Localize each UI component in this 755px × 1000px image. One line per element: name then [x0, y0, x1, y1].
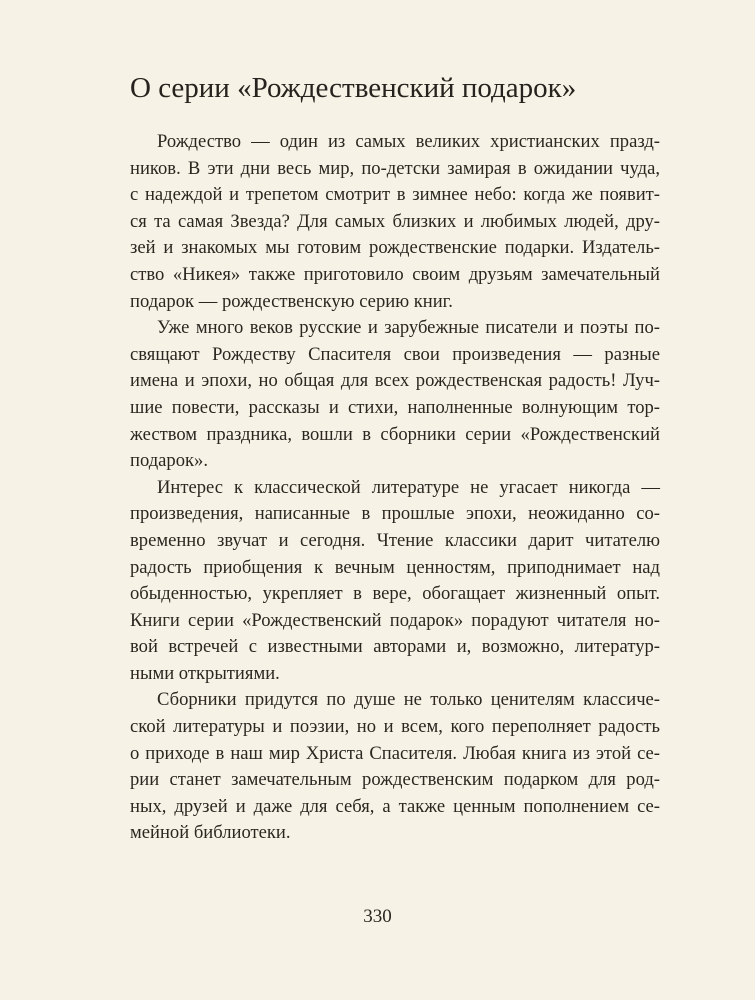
text-line: мейной библиотеки. — [130, 822, 291, 844]
text-line: подарок — рождественскую серию книг. — [130, 290, 453, 312]
text-line: подарок». — [130, 450, 208, 472]
text-line: ников. В эти дни весь мир, по-детски замирая в ожидании чуда, — [130, 157, 660, 179]
paragraph-2 — [130, 315, 660, 475]
text-line: ся та самая Звезда? Для самых близких и любимых людей, дру- — [130, 210, 660, 232]
text-line: о приходе в наш мир Христа Спасителя. Любая книга из этой се- — [130, 742, 660, 764]
text-line: зей и знакомых мы готовим рождественские подарки. Издатель- — [130, 237, 660, 259]
paragraph-1 — [130, 129, 660, 315]
text-line: ство «Никея» также приготовило своим друзьям замечательный — [130, 263, 660, 285]
text-line: обыденностью, укрепляет в вере, обогащает жизненный опыт. — [130, 583, 660, 605]
text-line: временно звучат и сегодня. Чтение классики дарит читателю — [130, 529, 660, 551]
paragraph-3 — [130, 475, 660, 688]
text-line: вой встречей с известными авторами и, возможно, литератур- — [130, 636, 660, 658]
text-line: ской литературы и поэзии, но и всем, кого переполняет радость — [130, 716, 660, 738]
text-line: радость приобщения к вечным ценностям, приподнимает над — [130, 556, 660, 578]
text-line: Интерес к классической литературе не угасает никогда — — [157, 476, 660, 498]
text-line: Сборники придутся по душе не только ценителям классиче- — [157, 689, 660, 711]
text-line: произведения, написанные в прошлые эпохи, неожиданно со- — [130, 503, 660, 525]
text-line: жеством праздника, вошли в сборники серии «Рождественский — [130, 423, 660, 445]
text-line: шие повести, рассказы и стихи, наполненные волнующим тор- — [130, 396, 660, 418]
text-line: свящают Рождеству Спасителя свои произведения — разные — [130, 343, 660, 365]
text-line: имена и эпохи, но общая для всех рождественская радость! Луч- — [130, 370, 660, 392]
page-number: 330 — [363, 906, 392, 927]
text-line: Уже много веков русские и зарубежные писатели и поэты по- — [157, 317, 660, 339]
text-line: ными открытиями. — [130, 662, 280, 684]
text-line: ных, друзей и даже для себя, а также ценным пополнением се- — [130, 795, 660, 817]
text-line: с надеждой и трепетом смотрит в зимнее небо: когда же появит- — [130, 184, 660, 206]
text-line: Книги серии «Рождественский подарок» порадуют читателя но- — [130, 609, 660, 631]
text-line: Рождество — один из самых великих христианских празд- — [157, 131, 660, 152]
text-line: рии станет замечательным рождественским подарком для род- — [130, 769, 660, 791]
page-title: О серии «Рождественский подарок» — [130, 72, 577, 104]
body-text — [130, 129, 660, 847]
paragraph-4 — [130, 687, 660, 847]
